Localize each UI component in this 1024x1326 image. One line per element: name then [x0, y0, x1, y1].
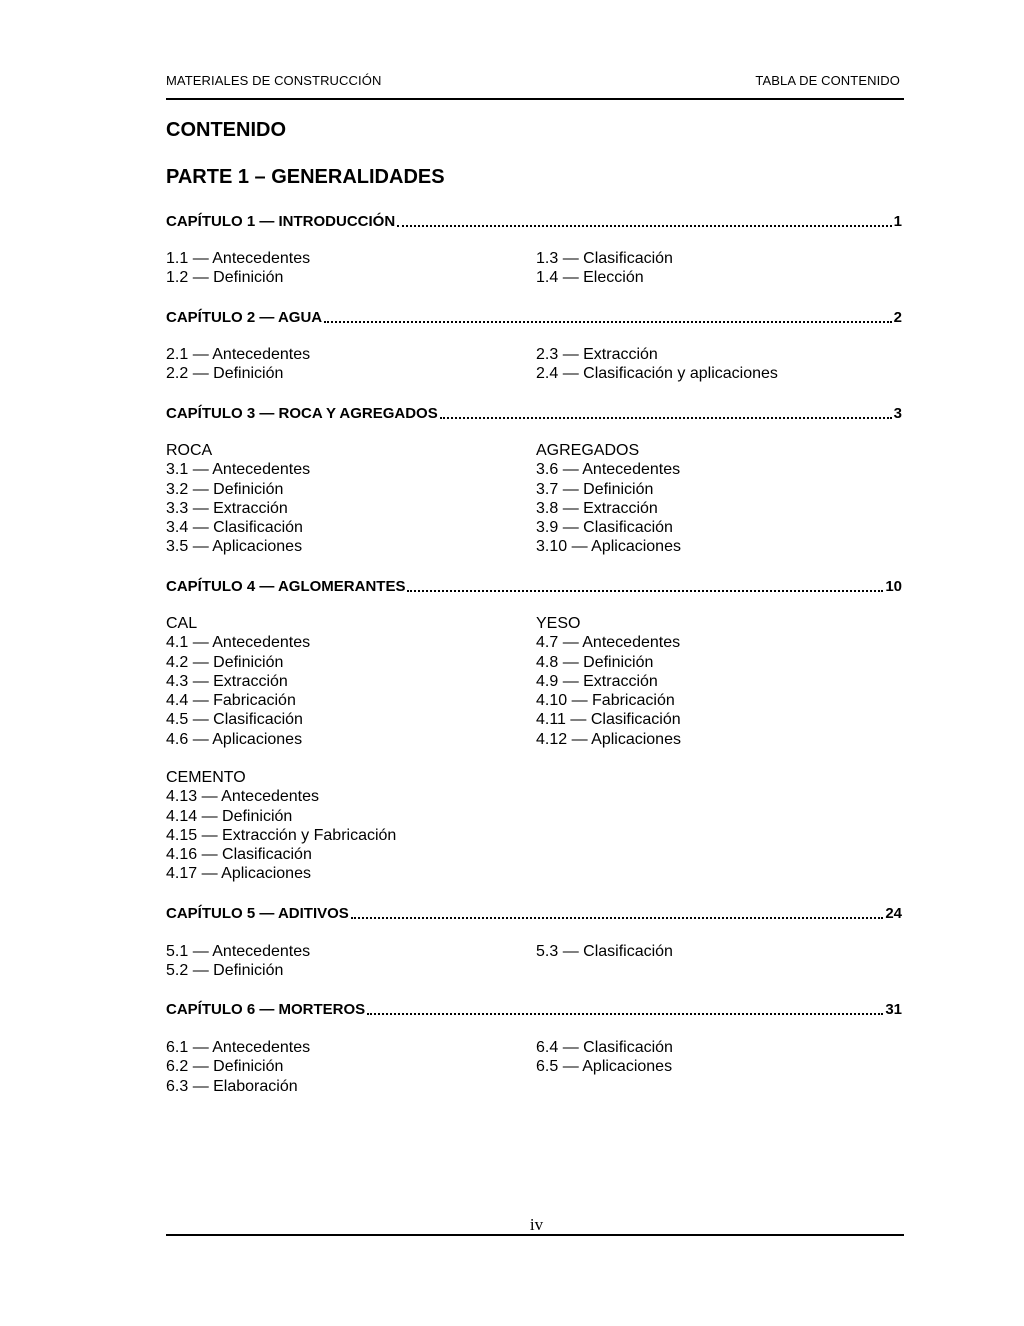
chapter-3-right-column [536, 441, 681, 557]
chapter-page-number: 24 [885, 905, 902, 922]
toc-entry: 4.5 — Clasificación [166, 711, 303, 729]
chapter-5-right-column [536, 942, 673, 961]
dot-leader [367, 1012, 883, 1015]
chapter-heading-2 [166, 306, 902, 326]
part-title: PARTE 1 – GENERALIDADES [166, 166, 445, 188]
running-header [166, 73, 904, 91]
toc-group-label: ROCA [166, 442, 213, 459]
chapter-4-cemento-column [166, 768, 396, 884]
contents-title: CONTENIDO [166, 119, 286, 141]
toc-group-label: CAL [166, 615, 198, 632]
chapter-page-number: 10 [885, 578, 902, 595]
toc-entry: 4.6 — Aplicaciones [166, 730, 303, 748]
toc-entry: 4.9 — Extracción [536, 672, 658, 690]
chapter-page-number: 3 [893, 405, 902, 422]
toc-entry: 5.1 — Antecedentes [166, 943, 311, 960]
toc-entry: 3.7 — Definición [536, 480, 654, 498]
toc-entry: 4.13 — Antecedentes [166, 788, 319, 806]
toc-entry: 6.2 — Definición [166, 1058, 284, 1076]
chapter-page-number: 1 [893, 213, 902, 230]
toc-entry: 4.3 — Extracción [166, 672, 288, 690]
toc-entry: 4.12 — Aplicaciones [536, 730, 681, 748]
chapter-3-left-column [166, 441, 310, 557]
toc-entry: 3.3 — Extracción [166, 499, 288, 517]
header-book-title: MATERIALES DE CONSTRUCCIÓN [166, 73, 382, 88]
chapter-heading-6 [166, 998, 902, 1018]
toc-entry: 1.2 — Definición [166, 269, 284, 287]
toc-entry: 3.10 — Aplicaciones [536, 538, 681, 556]
toc-group-label: AGREGADOS [536, 442, 640, 459]
header-rule [166, 98, 904, 100]
chapter-title: CAPÍTULO 1 — INTRODUCCIÓN [166, 213, 396, 230]
chapter-4-right-column [536, 614, 681, 749]
toc-entry: 4.8 — Definición [536, 653, 654, 671]
toc-entry: 3.2 — Definición [166, 480, 284, 498]
toc-entry: 5.2 — Definición [166, 962, 284, 980]
dot-leader [351, 916, 884, 919]
header-section-title: TABLA DE CONTENIDO [755, 73, 900, 88]
toc-entry: 2.3 — Extracción [536, 346, 658, 363]
chapter-1-left-column [166, 249, 310, 288]
toc-entry: 2.4 — Clasificación y aplicaciones [536, 365, 778, 383]
dot-leader [324, 320, 892, 323]
toc-entry: 3.4 — Clasificación [166, 519, 303, 537]
toc-entry: 4.16 — Clasificación [166, 846, 312, 864]
toc-entry: 3.5 — Aplicaciones [166, 538, 303, 556]
toc-group-label: CEMENTO [166, 769, 246, 786]
chapter-6-right-column [536, 1038, 673, 1077]
toc-entry: 3.6 — Antecedentes [536, 461, 681, 479]
toc-entry: 4.14 — Definición [166, 807, 293, 825]
chapter-1-right-column [536, 249, 673, 288]
toc-group-label: YESO [536, 615, 581, 632]
chapter-title: CAPÍTULO 5 — ADITIVOS [166, 905, 349, 922]
toc-entry: 4.15 — Extracción y Fabricación [166, 826, 397, 844]
dot-leader [397, 224, 891, 227]
toc-entry: 4.2 — Definición [166, 653, 284, 671]
toc-entry: 6.1 — Antecedentes [166, 1039, 311, 1056]
toc-entry: 3.8 — Extracción [536, 499, 658, 517]
chapter-title: CAPÍTULO 3 — ROCA Y AGREGADOS [166, 405, 438, 422]
chapter-heading-1 [166, 210, 902, 230]
footer-page-number: iv [529, 1215, 544, 1234]
toc-entry: 4.7 — Antecedentes [536, 634, 681, 652]
chapter-page-number: 2 [893, 309, 902, 326]
toc-entry: 2.1 — Antecedentes [166, 346, 311, 363]
toc-entry: 4.4 — Fabricación [166, 692, 296, 710]
chapter-page-number: 31 [885, 1001, 902, 1018]
dot-leader [407, 589, 883, 592]
toc-entry: 6.4 — Clasificación [536, 1039, 673, 1056]
toc-entry: 3.1 — Antecedentes [166, 461, 311, 479]
chapter-title: CAPÍTULO 6 — MORTEROS [166, 1001, 366, 1018]
chapter-2-left-column [166, 345, 310, 384]
toc-entry: 4.1 — Antecedentes [166, 634, 311, 652]
chapter-heading-5 [166, 902, 902, 922]
toc-entry: 1.1 — Antecedentes [166, 250, 311, 267]
toc-entry: 1.4 — Elección [536, 269, 644, 287]
chapter-title: CAPÍTULO 2 — AGUA [166, 309, 323, 326]
toc-entry: 2.2 — Definición [166, 365, 284, 383]
footer-rule [166, 1234, 904, 1236]
chapter-2-right-column [536, 345, 778, 384]
toc-entry: 3.9 — Clasificación [536, 519, 673, 537]
toc-entry: 6.5 — Aplicaciones [536, 1058, 673, 1076]
toc-entry: 4.10 — Fabricación [536, 692, 675, 710]
toc-entry: 4.17 — Aplicaciones [166, 865, 311, 883]
toc-entry: 1.3 — Clasificación [536, 250, 673, 267]
chapter-heading-4 [166, 575, 902, 595]
chapter-heading-3 [166, 402, 902, 422]
chapter-4-left-column [166, 614, 310, 749]
chapter-6-left-column [166, 1038, 310, 1096]
toc-entry: 5.3 — Clasificación [536, 943, 673, 960]
dot-leader [440, 416, 892, 419]
chapter-title: CAPÍTULO 4 — AGLOMERANTES [166, 578, 406, 595]
toc-entry: 4.11 — Clasificación [536, 711, 681, 729]
toc-entry: 6.3 — Elaboración [166, 1077, 298, 1095]
chapter-5-left-column [166, 942, 310, 981]
